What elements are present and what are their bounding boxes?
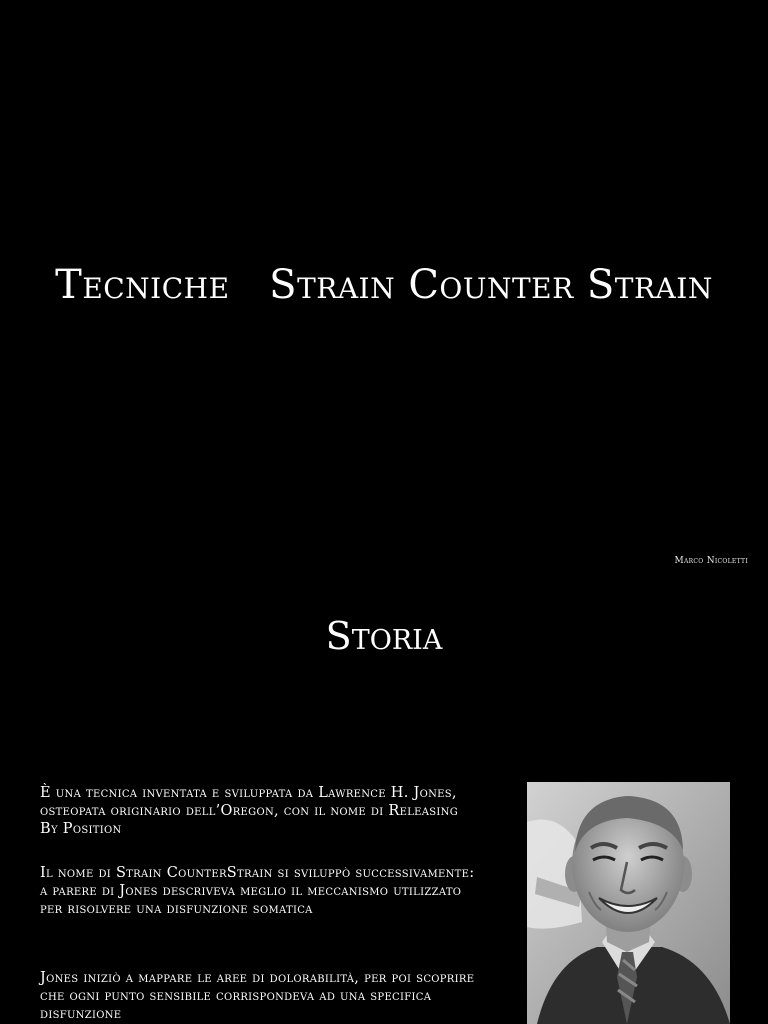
paragraph-3: Jones iniziò a mappare le aree di dolorabilità, per poi scoprire che ogni punto sensibile corrispondeva ad una specifica disfunzione [40,970,475,1022]
history-slide [0,576,768,1024]
portrait-photo [527,782,730,1024]
slide-title: Tecniche Strain Counter Strain [55,262,713,308]
author-name: Marco Nicoletti [674,556,748,566]
paragraph-2: Il nome di Strain CounterStrain si sviluppò successivamente: a parere di Jones descriveva meglio il meccanismo utilizzato per risolvere una disfunzione somatica [40,865,475,917]
slide-heading: Storia [325,614,443,658]
paragraph-1: È una tecnica inventata e sviluppata da Lawrence H. Jones, osteopata originario dell’Oregon, con il nome di Releasing By Position [40,785,459,837]
